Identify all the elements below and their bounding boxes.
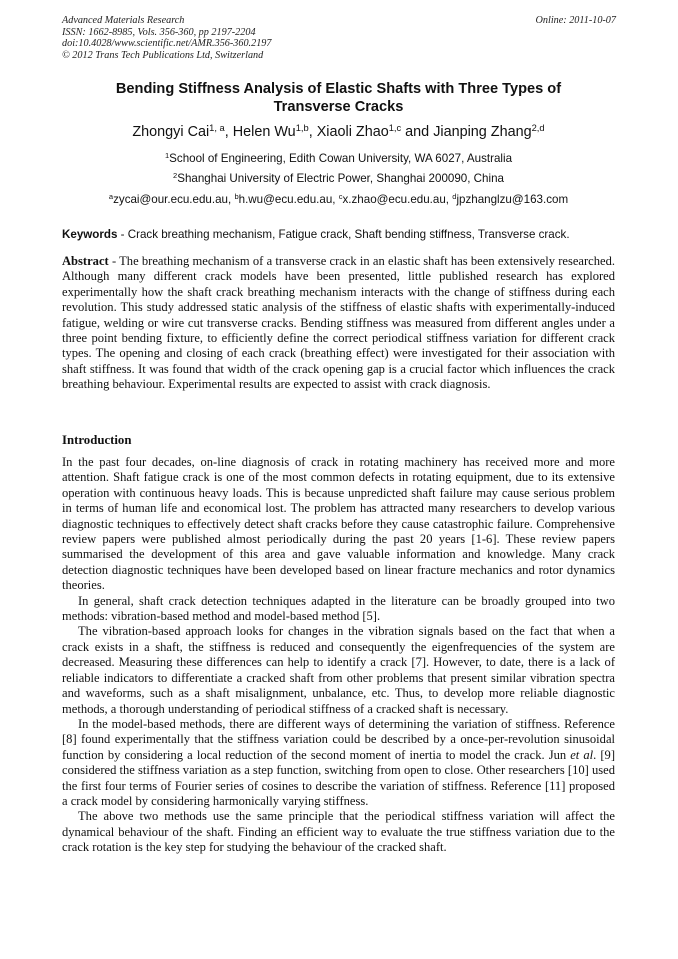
affiliation-1 [62,151,615,166]
title-line-1: Bending Stiffness Analysis of Elastic Shafts with Three Types of [115,81,562,97]
email-text: zycai@our.ecu.edu.au, [113,193,235,206]
title-line-2: Transverse Cracks [273,99,404,115]
email-text: jpzhanglzu@163.com [456,193,569,206]
journal-name: Advanced Materials Research [62,15,185,26]
paragraph-italic-text: et al [570,747,594,762]
issn-line: ISSN: 1662-8985, Vols. 356-360, pp 2197-2204 [62,26,256,38]
affiliation-2 [62,171,615,186]
affiliation-superscript: 1 [164,150,170,160]
keywords-label: Keywords [62,228,118,241]
online-date: Online: 2011-10-07 [535,15,616,26]
author-superscript: 1, a [209,122,225,133]
email-superscript: d [452,191,457,201]
author-name: Helen Wu [232,124,296,140]
paragraph: In the past four decades, on-line diagnosis of crack in rotating machinery has received more and more attention. Shaft fatigue crack is one of the most common defects in rotating equipment, due to its extensive operation with continuous heavy loads. This is because unpredicted shaft failure may cause serious problem in terms of human life and economical lost. The problem has attracted many researchers to develop various diagnostic techniques to effectively detect shaft cracks before they cause catastrophic failure. Comprehensive review papers were published almost periodically during the past 20 years [1-6]. These review papers summarised the development of this area and gave valuable information and knowledge. Many crack detection diagnostic techniques have been developed based on linear fracture mechanics and rotor dynamics theories. [62,455,615,593]
paragraph-text: In the model-based methods, there are different ways of determining the variation of stiffness. Reference [8] found experimentally that the stiffness variation could be described by a once-per-revolution sinusoidal function by considering a local reduction of the second moment of inertia to model the crack. Jun [62,716,615,762]
introduction-body [62,455,615,856]
author-list [62,123,615,141]
author-name: Zhongyi Cai [132,124,210,140]
email-superscript: c [338,191,343,201]
section-heading-introduction: Introduction [62,433,132,447]
copyright-line: © 2012 Trans Tech Publications Ltd, Switzerland [62,49,264,61]
author-separator: , [224,124,233,140]
email-superscript: b [234,191,239,201]
author-superscript: 1,b [295,122,309,133]
paragraph [62,717,615,809]
author-emails [62,192,615,207]
paragraph: The vibration-based approach looks for changes in the vibration signals based on the fact that when a crack exists in a shaft, the stiffness is reduced and consequently the eigenfrequencies of the system are decreased. Measuring these differences can help to identify a crack [7]. However, to date, there is a lack of reliable indicators to differentiate a cracked shaft from other problems that present similar vibration spectra and waveforms, such as a shaft misalignment, unbalance, etc. Thus, to develop more reliable diagnostic methods, a thorough understanding of periodical stiffness of a cracked shaft is necessary. [62,624,615,716]
author-separator: and [401,124,434,140]
email-superscript: a [108,191,114,201]
paragraph-text: . [9] considered the stiffness variation as a step function, switching from open to close. Other researchers [10] used the first four terms of Fourier series of cosines to describe the variation of stiffness. Reference [11] proposed a crack model by considering harmonically varying stiffness. [62,747,615,808]
abstract [62,254,615,393]
affiliation-superscript: 2 [173,170,178,180]
keywords-line [62,227,618,242]
doi-line: doi:10.4028/www.scientific.net/AMR.356-360.2197 [62,38,272,50]
author-superscript: 1,c [388,122,402,133]
keywords-text: - Crack breathing mechanism, Fatigue crack, Shaft bending stiffness, Transverse crack. [117,228,570,241]
email-text: h.wu@ecu.edu.au, [238,193,339,206]
paper-title [62,80,615,116]
author-name: Jianping Zhang [433,124,532,140]
abstract-label: Abstract [62,254,109,268]
journal-header [62,15,618,61]
paragraph: In general, shaft crack detection techniques adapted in the literature can be broadly grouped into two methods: vibration-based method and model-based method [5]. [62,593,615,624]
affiliation-text: Shanghai University of Electric Power, Shanghai 200090, China [177,172,504,185]
author-superscript: 2,d [531,122,545,133]
abstract-text: - The breathing mechanism of a transverse crack in an elastic shaft has been extensively researched. Although many different crack models have been presented, little published research has explored experimentally how the shaft crack breathing mechanism interacts with the change of stiffness during each revolution. This study addressed static analysis of the stiffness of elastic shafts with experimentally-induced fatigue, welding or wire cut transverse cracks. Bending stiffness was measured from different angles under a three point bending fixture, to efficiently define the correct periodical stiffness variation for different crack types. The opening and closing of each crack (breathing effect) were investigated for their association with shaft stiffness. It was found that width of the crack opening gap is a crucial factor which influences the crack breathing behaviour. Experimental results are expected to assist with crack diagnosis. [62,254,615,392]
email-text: x.zhao@ecu.edu.au, [342,193,453,206]
author-separator: , [308,124,317,140]
author-name: Xiaoli Zhao [316,124,389,140]
paragraph: The above two methods use the same principle that the periodical stiffness variation will affect the dynamical behaviour of the shaft. Finding an efficient way to evaluate the true stiffness variation due to the crack rotation is the key step for studying the behaviour of the cracked shaft. [62,809,615,855]
affiliation-text: School of Engineering, Edith Cowan University, WA 6027, Australia [169,152,513,165]
